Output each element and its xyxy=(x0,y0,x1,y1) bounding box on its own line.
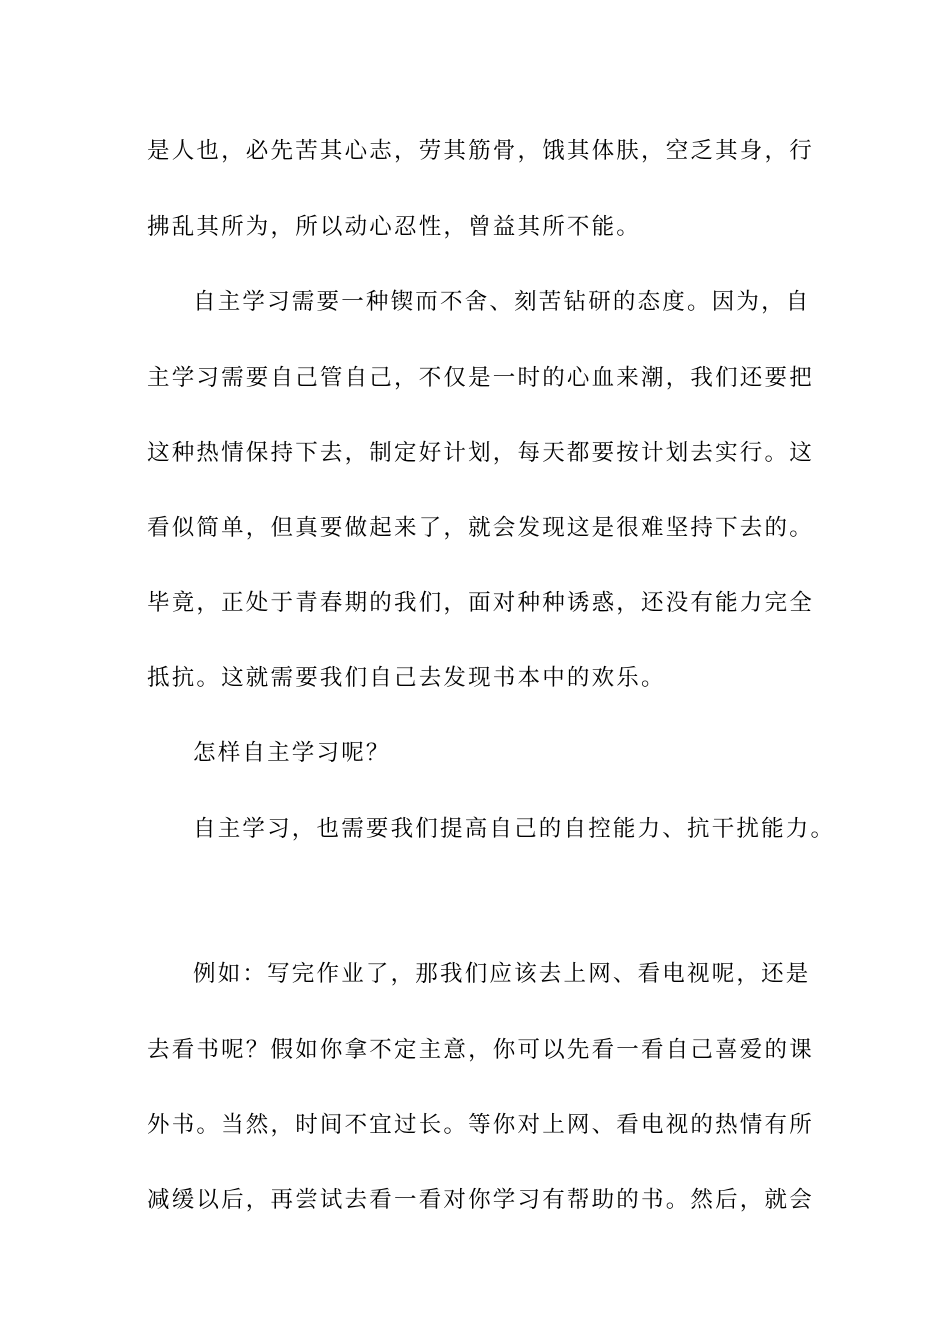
text-line: 外书。当然，时间不宜过长。等你对上网、看电视的热情有所 xyxy=(147,1112,814,1138)
text-line: 主学习需要自己管自己，不仅是一时的心血来潮，我们还要把 xyxy=(147,365,814,391)
text-line: 看似简单，但真要做起来了，就会发现这是很难坚持下去的。 xyxy=(147,515,814,541)
paragraph-first-line: 自主学习需要一种锲而不舍、刻苦钻研的态度。因为，自 xyxy=(193,289,811,315)
paragraph-first-line: 怎样自主学习呢？ xyxy=(193,740,391,766)
text-line: 拂乱其所为，所以动心忍性，曾益其所不能。 xyxy=(147,214,642,240)
text-line: 去看书呢？假如你拿不定主意，你可以先看一看自己喜爱的课 xyxy=(147,1037,814,1063)
paragraph-first-line: 自主学习，也需要我们提高自己的自控能力、抗干扰能力。 xyxy=(193,816,836,842)
text-line: 毕竟，正处于青春期的我们，面对种种诱惑，还没有能力完全 xyxy=(147,590,814,616)
text-line: 抵抗。这就需要我们自己去发现书本中的欢乐。 xyxy=(147,665,666,691)
text-line: 减缓以后，再尝试去看一看对你学习有帮助的书。然后，就会 xyxy=(147,1187,814,1213)
paragraph-first-line: 例如：写完作业了，那我们应该去上网、看电视呢，还是 xyxy=(193,961,811,987)
text-line: 这种热情保持下去，制定好计划，每天都要按计划去实行。这 xyxy=(147,440,814,466)
text-line: 是人也，必先苦其心志，劳其筋骨，饿其体肤，空乏其身，行 xyxy=(147,138,814,164)
